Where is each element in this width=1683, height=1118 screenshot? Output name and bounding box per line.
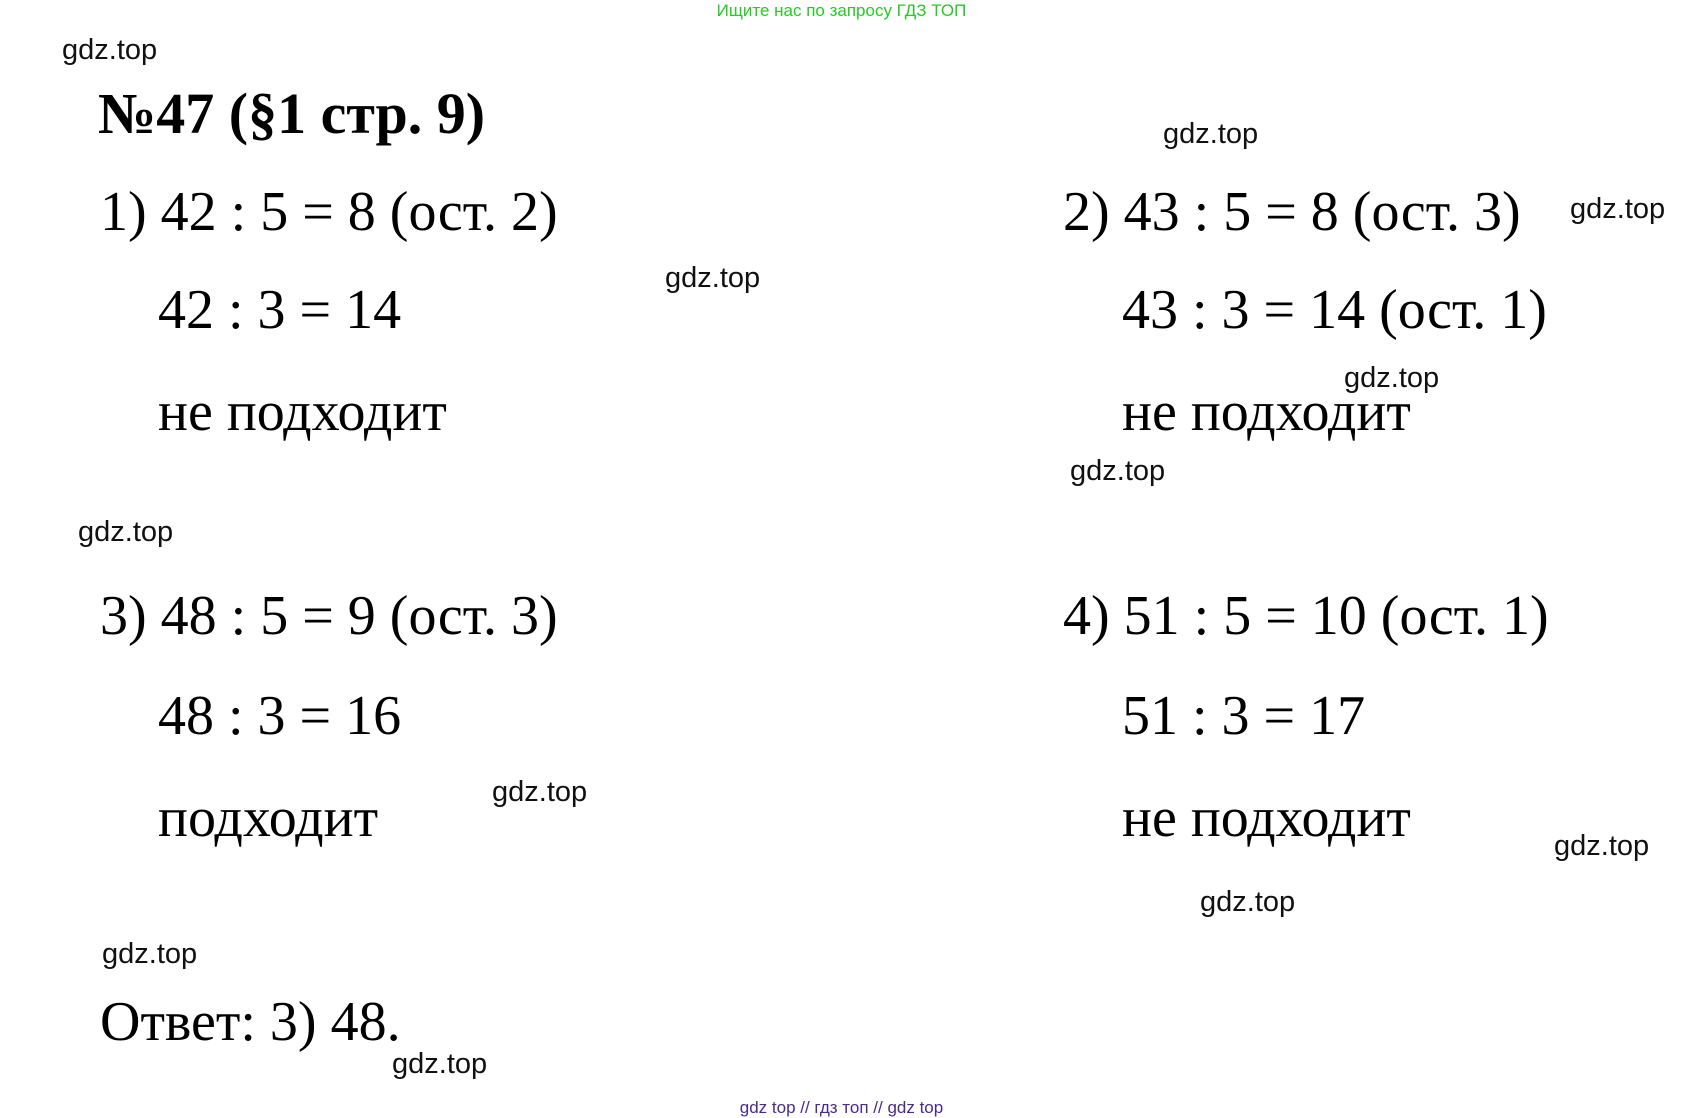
answer-line: Ответ: 3) 48. [100, 991, 401, 1053]
problem-2-line-1: 2) 43 : 5 = 8 (ост. 3) [1063, 181, 1521, 243]
watermark: gdz.top [665, 262, 761, 294]
watermark: gdz.top [392, 1048, 488, 1080]
problem-2-verdict: не подходит [1122, 381, 1411, 443]
watermark: gdz.top [1070, 455, 1166, 487]
watermark: gdz.top [102, 938, 198, 970]
promo-banner[interactable]: Ищите нас по запросу ГДЗ ТОП [716, 1, 967, 20]
footer-links[interactable]: gdz top // гдз топ // gdz top [739, 1098, 944, 1117]
problem-4-verdict: не подходит [1122, 787, 1411, 849]
problem-3-verdict: подходит [158, 787, 379, 849]
problem-1-line-1: 1) 42 : 5 = 8 (ост. 2) [100, 181, 558, 243]
problem-1-line-2: 42 : 3 = 14 [158, 279, 402, 341]
watermark: gdz.top [1200, 886, 1296, 918]
watermark: gdz.top [1163, 118, 1259, 150]
watermark: gdz.top [78, 516, 174, 548]
problem-title: №47 (§1 стр. 9) [98, 81, 486, 146]
watermark: gdz.top [62, 34, 158, 66]
problem-3-line-2: 48 : 3 = 16 [158, 685, 402, 747]
watermark: gdz.top [1570, 193, 1666, 225]
watermark: gdz.top [492, 776, 588, 808]
problem-4-line-2: 51 : 3 = 17 [1122, 685, 1366, 747]
problem-3-line-1: 3) 48 : 5 = 9 (ост. 3) [100, 585, 558, 647]
problem-2-line-2: 43 : 3 = 14 (ост. 1) [1122, 279, 1547, 341]
problem-4-line-1: 4) 51 : 5 = 10 (ост. 1) [1063, 585, 1549, 647]
watermark: gdz.top [1344, 362, 1440, 394]
problem-1-verdict: не подходит [158, 381, 447, 443]
watermark: gdz.top [1554, 830, 1650, 862]
